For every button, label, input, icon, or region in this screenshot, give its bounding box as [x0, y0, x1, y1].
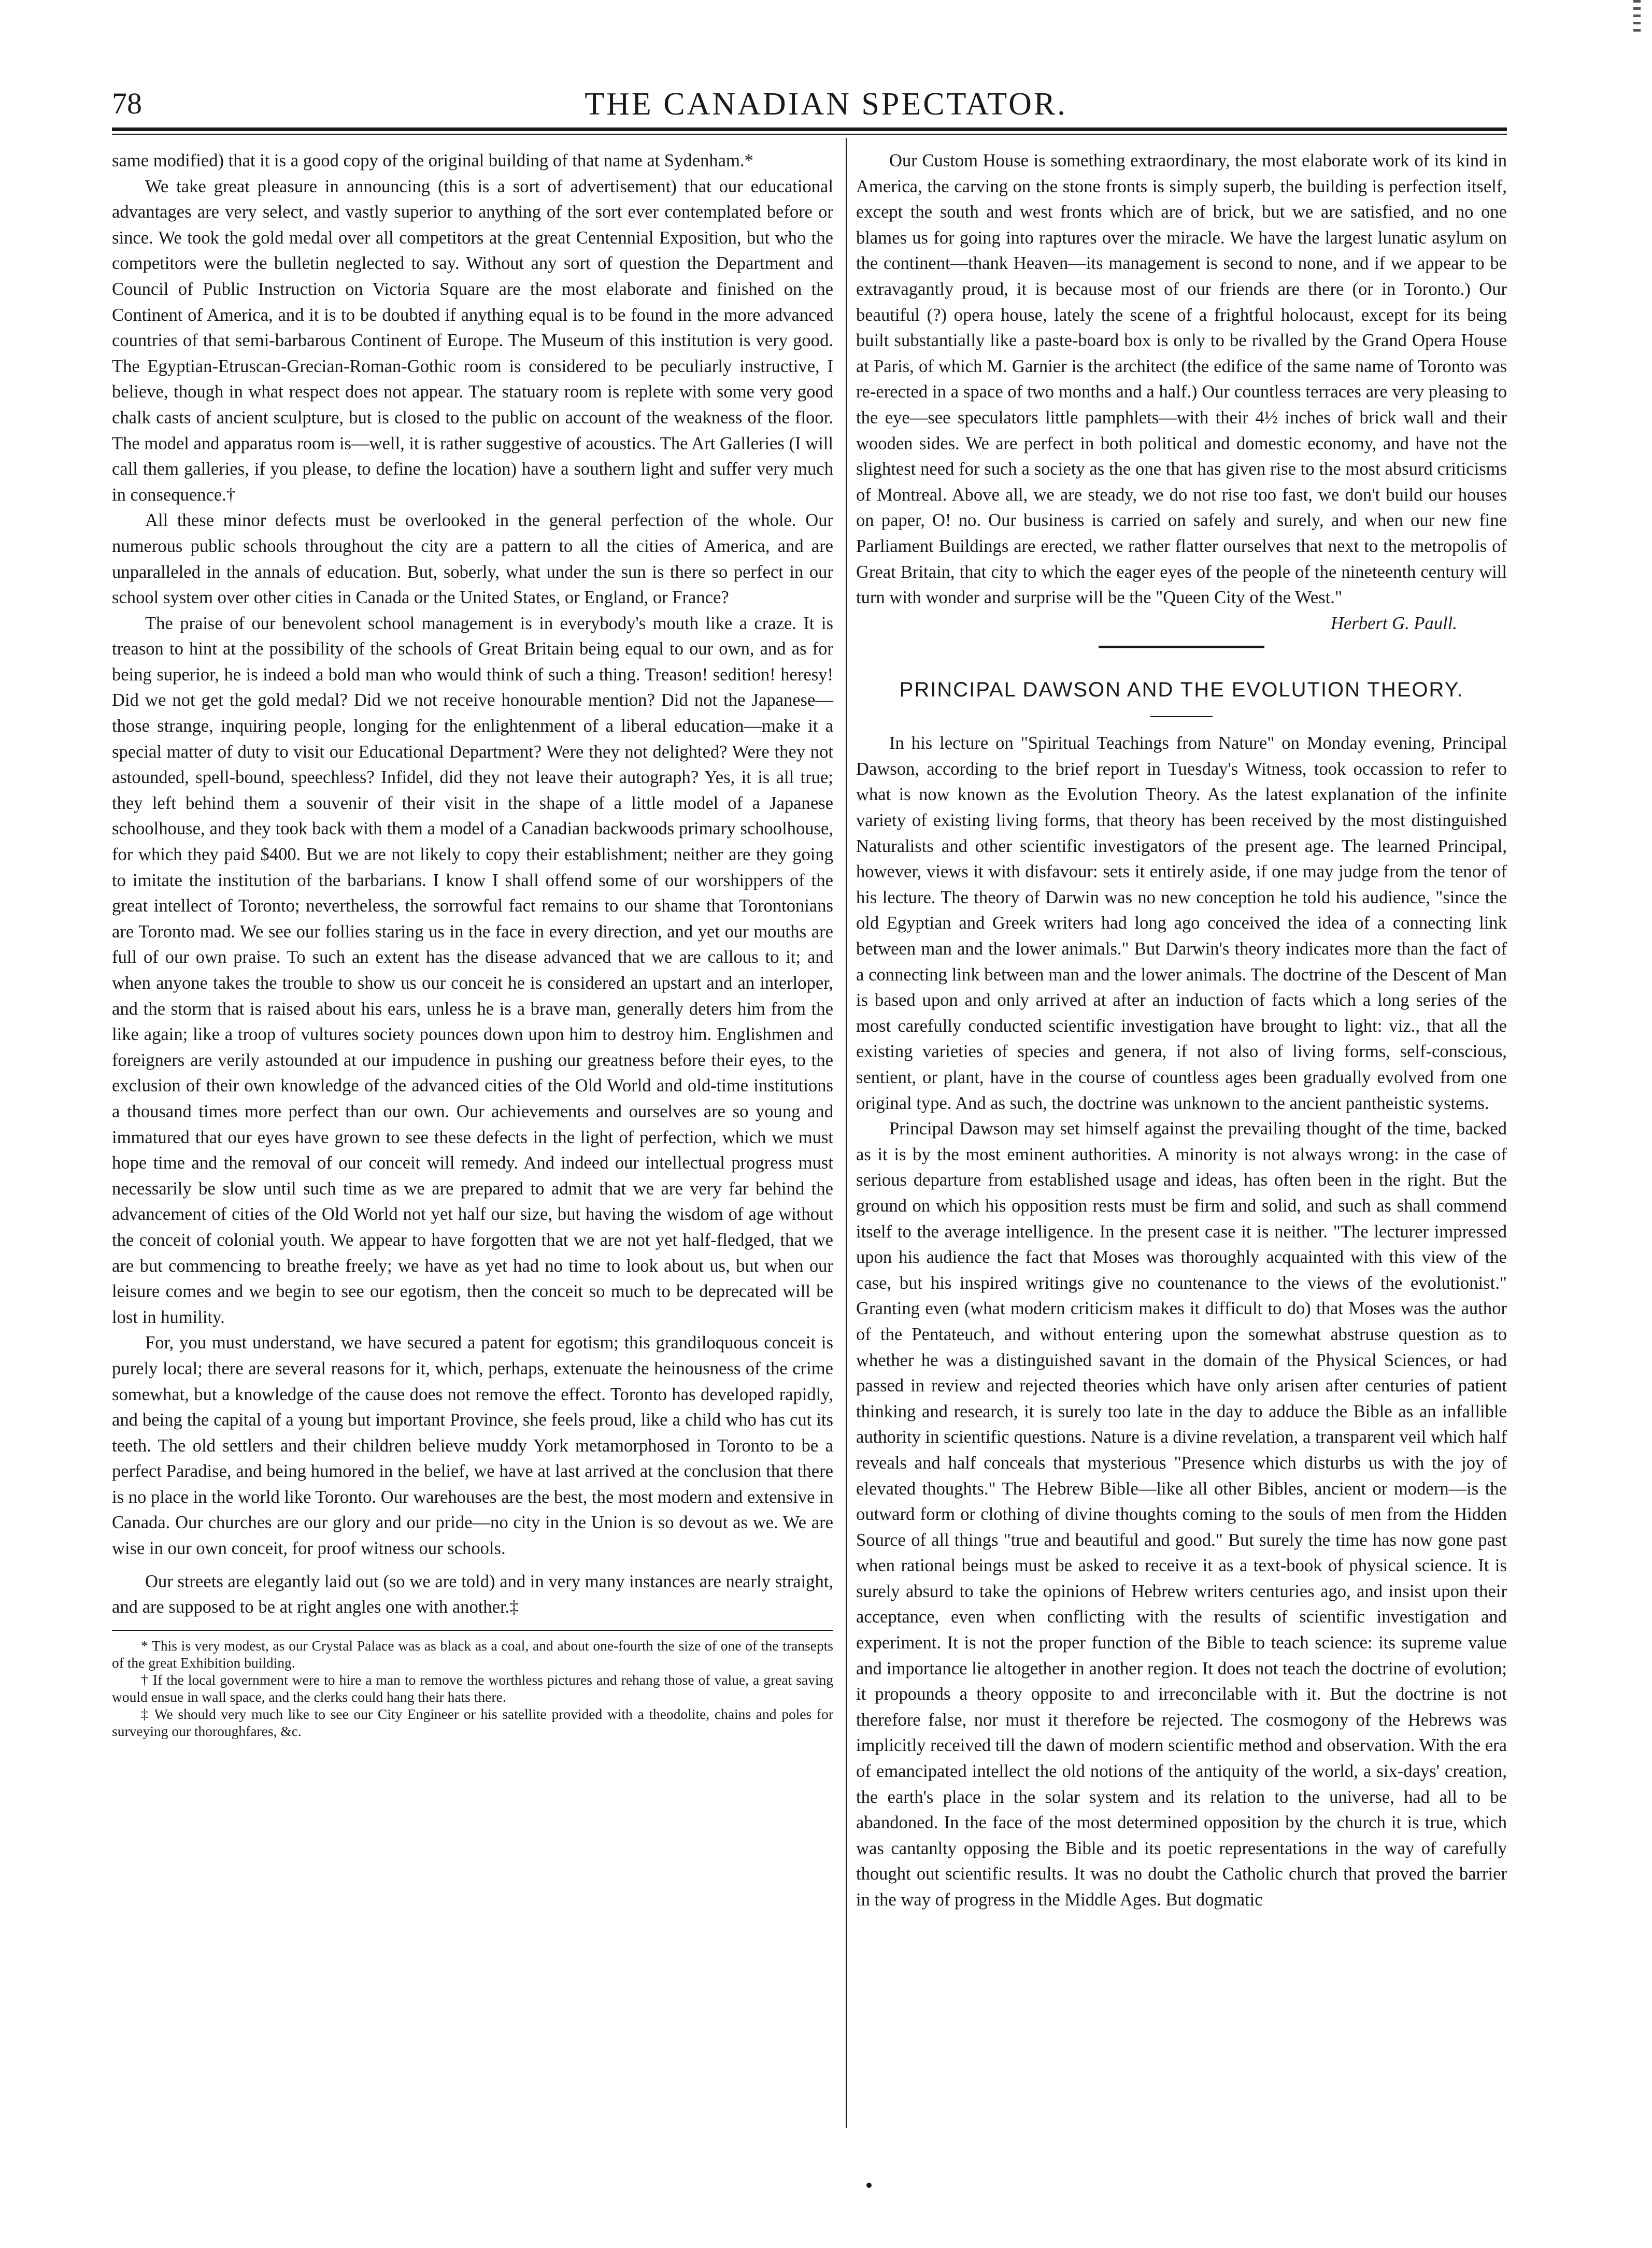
paragraph: All these minor defects must be overlooked in the general perfection of the whole. Our numerous public schools throughout the city are a pattern to all the cities of America, and are unparalleled in the annals of education. But, soberly, what under the sun is there so perfect in our school system over other cities in Canada or the United States, or England, or France? — [112, 510, 833, 608]
paragraph: Our streets are elegantly laid out (so we are told) and in very many instances are nearly straight, and are supposed to be at right angles one with another.‡ — [112, 1571, 833, 1617]
paragraph: The praise of our benevolent school management is in everybody's mouth like a craze. It is treason to hint at the possibility of the schools of Great Britain being equal to our own, and as for being superior, he is indeed a bold man who would think of such a thing. Treason! sedition! heresy! Did we not get the gold medal? Did we not receive honourable mention? Did not the Japanese—those strange, inquiring people, longing for the enlightenment of a liberal education—make it a special matter of duty to visit our Educational Department? Were they not delighted? Were they not astounded, spell-bound, speechless? Infidel, did they not leave their autograph? Yes, it is all true; they left behind them a souvenir of their visit in the shape of a little model of a Japanese schoolhouse, and they took back with them a model of a Canadian backwoods primary schoolhouse, for which they paid $400. But we are not likely to copy their establishment; neither are they going to imitate the institution of the barbarians. I know I shall offend some of our worshippers of the great intellect of Toronto; nevertheless, the sorrowful fact remains to our shame that Torontonians are Toronto mad. We see our follies staring us in the face in every direction, and yet our mouths are full of our own praise. To such an extent has the disease advanced that we are callous to it; and when anyone takes the trouble to show us our conceit he is considered an upstart and an interloper, and the storm that is raised about his ears, unless he is a brave man, generally deters him from the like again; like a troop of vultures society pounces down upon him to destroy him. Englishmen and foreigners are verily astounded at our impudence in pushing our greatness before their eyes, to the exclusion of their own knowledge of the advanced cities of the Old World and old-time institutions a thousand times more perfect than our own. Our achievements and ourselves are so young and immatured that our eyes have grown to see these defects in the light of perfection, which we must hope time and the removal of our conceit will remedy. And indeed our intellectual progress must necessarily be slow until such time as we are prepared to admit that we are very far behind the advancement of cities of the Old World not yet half our size, but having the wisdom of age without the conceit of colonial youth. We appear to have forgotten that we are not yet half-fledged, that we are but commencing to breathe freely; we have as yet had no time to look about us, but when our leisure comes and we begin to see our egotism, then the conceit so much to be deprecated will be lost in humility. — [112, 613, 833, 1327]
footnote: † If the local government were to hire a man to remove the worthless pictures and rehang those of value, a great saving would ensue in wall space, and the clerks could hang their hats there. — [112, 1671, 833, 1705]
footnote: * This is very modest, as our Crystal Palace was as black as a coal, and about one-fourth the size of one of the transepts of the great Exhibition building. — [112, 1637, 833, 1671]
heading-rule — [1150, 716, 1213, 717]
footnote-rule — [112, 1630, 833, 1631]
paragraph: In his lecture on "Spiritual Teachings from Nature" on Monday evening, Principal Dawson, according to the brief report in Tuesday's Witness, took occassion to refer to what is now known as the Evolution Theory. As the latest explanation of the infinite variety of existing living forms, that theory has been received by the most distinguished Naturalists and other scientific investigators of the present age. The learned Principal, however, views it with disfavour: sets it entirely aside, if one may judge from the tenor of his lecture. The theory of Darwin was no new conception he told his audience, "since the old Egyptian and Greek writers had long ago conceived the idea of a connecting link between man and the lower animals." But Darwin's theory indicates more than the fact of a connecting link between man and the lower animals. The doctrine of the Descent of Man is based upon and only arrived at after an induction of facts which a long series of the most carefully conducted scientific investigation have brought to light: viz., that all the existing varieties of species and genera, if not also of living forms, self-conscious, sentient, or plant, have in the course of countless ages been gradually evolved from one original type. And as such, the doctrine was unknown to the ancient pantheistic systems. — [856, 733, 1507, 1113]
paragraph: same modified) that it is a good copy of the original building of that name at Sydenham.* — [112, 151, 753, 170]
footnote: ‡ We should very much like to see our City Engineer or his satellite provided with a theodolite, chains and poles for surveying our thoroughfares, &c. — [112, 1705, 833, 1739]
masthead-rule-thick — [112, 127, 1507, 131]
masthead-rule-thin — [112, 134, 1507, 135]
right-column — [856, 148, 1507, 1913]
spacer — [112, 1562, 833, 1569]
article-heading: PRINCIPAL DAWSON AND THE EVOLUTION THEORY. — [899, 678, 1464, 702]
article-separator — [1099, 646, 1264, 648]
ink-dot — [866, 2183, 872, 2188]
paragraph: For, you must understand, we have secured a patent for egotism; this grandiloquous conceit is purely local; there are several reasons for it, which, perhaps, extenuate the heinousness of the crime somewhat, but a knowledge of the cause does not remove the effect. Toronto has developed rapidly, and being the capital of a young but important Province, she feels proud, like a child who has cut its teeth. The old settlers and their children believe muddy York metamorphosed in Toronto to be a perfect Paradise, and being humored in the belief, we have at last arrived at the conclusion that there is no place in the world like Toronto. Our warehouses are the best, the most modern and extensive in Canada. Our churches are our glory and our pride—no city in the Union is so devout as we. We are wise in our own conceit, for proof witness our schools. — [112, 1333, 833, 1559]
author-signature: Herbert G. Paull. — [1331, 613, 1457, 633]
left-column — [112, 148, 833, 1740]
masthead: THE CANADIAN SPECTATOR. — [585, 87, 1067, 122]
paragraph: Principal Dawson may set himself against the prevailing thought of the time, backed as it is by the most eminent authorities. A minority is not always wrong: in the case of serious departure from established usage and ideas, has often been in the right. But the ground on which his opposition rests must be firm and solid, and such as shall commend itself to the average intelligence. In the present case it is neither. "The lecturer impressed upon his audience the fact that Moses was thoroughly acquainted with this view of the case, but his inspired writings give no countenance to the views of the evolutionist." Granting even (what modern criticism makes it difficult to do) that Moses was the author of the Pentateuch, and without entering upon the somewhat abstruse question as to whether he was a distinguished savant in the domain of the Physical Sciences, or had passed in review and rejected theories which have only arisen after centuries of patient thinking and research, it is surely too late in the day to adduce the Bible as an infallible authority in scientific questions. Nature is a divine revelation, a transparent veil which half reveals and half conceals that mysterious "Presence which disturbs us with the joy of elevated thoughts." The Hebrew Bible—like all other Bibles, ancient or modern—is the outward form or clothing of divine thoughts coming to the souls of men from the Hidden Source of all things "true and beautiful and good." But surely the time has now gone past when rational beings must be asked to receive it as a text-book of physical science. It is surely absurd to take the opinions of Hebrew writers centuries ago, and insist upon their acceptance, even when conflicting with the results of scientific investigation and experiment. It is not the proper function of the Bible to teach science: its supreme value and importance lie altogether in another region. It does not teach the doctrine of evolution; it propounds a theory opposite to and irreconcilable with it. But the doctrine is not therefore false, nor must it therefore be rejected. The cosmogony of the Hebrews was implicitly received till the dawn of modern scientific method and observation. With the era of emancipated intellect the old notions of the antiquity of the world, a six-days' creation, the earth's place in the solar system and its relation to the universe, had all to be abandoned. In the face of the most determined opposition by the church it is true, which was cantanlty opposing the Bible and its poetic representations in the way of carefully thought out scientific results. It was no doubt the Catholic church that proved the barrier in the way of progress in the Middle Ages. But dogmatic — [856, 1119, 1507, 1910]
column-divider — [846, 138, 847, 2128]
page-number: 78 — [112, 87, 142, 120]
paragraph: Our Custom House is something extraordinary, the most elaborate work of its kind in America, the carving on the stone fronts is simply superb, the building is perfection itself, except the south and west fronts which are of brick, but we are satisfied, and no one blames us for going into raptures over the miracle. We have the largest lunatic asylum on the continent—thank Heaven—its management is second to none, and if we appear to be extravagantly proud, it is because most of our friends are there (or in Toronto.) Our beautiful (?) opera house, lately the scene of a frightful holocaust, except for its being built substantially like a paste-board box is only to be rivalled by the Grand Opera House at Paris, of which M. Garnier is the architect (the edifice of the same name of Toronto was re-erected in a space of two months and a half.) Our countless terraces are very pleasing to the eye—see speculators little pamphlets—with their 4½ inches of brick wall and their wooden sides. We are perfect in both political and domestic economy, and have not the slightest need for such a society as the one that has given rise to the most absurd criticisms of Montreal. Above all, we are steady, we do not rise too fast, we don't build our houses on paper, O! no. Our business is carried on safely and surely, and when our new fine Parliament Buildings are erected, we rather flatter ourselves that next to the metropolis of Great Britain, that city to which the eager eyes of the people of the nineteenth century will turn with wonder and surprise will be the "Queen City of the West." — [856, 151, 1507, 608]
edge-scan-mark — [1633, 0, 1641, 62]
paragraph: We take great pleasure in announcing (this is a sort of advertisement) that our educational advantages are very select, and vastly superior to anything of the sort ever contemplated before or since. We took the gold medal over all competitors at the great Centennial Exposition, but who the competitors were the bulletin neglected to say. Without any sort of question the Department and Council of Public Instruction on Victoria Square are the most elaborate and finished on the Continent of America, and it is to be doubted if anything equal is to be found in the more advanced countries of that semi-barbarous Continent of Europe. The Museum of this institution is very good. The Egyptian-Etruscan-Grecian-Roman-Gothic room is considered to be peculiarly instructive, I believe, though in what respect does not appear. The statuary room is replete with some very good chalk casts of ancient sculpture, but is closed to the public on account of the weakness of the floor. The model and apparatus room is—well, it is rather suggestive of acoustics. The Art Galleries (I will call them galleries, if you please, to define the location) have a southern light and suffer very much in consequence.† — [112, 176, 833, 505]
